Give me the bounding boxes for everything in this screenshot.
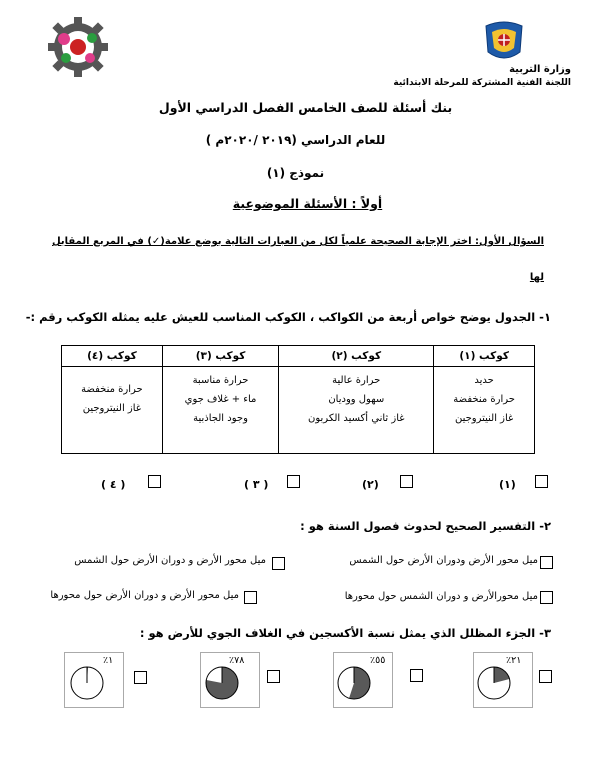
option-checkbox[interactable] xyxy=(148,475,161,488)
table-cell xyxy=(162,367,278,454)
model-number: نموذج (١) xyxy=(266,166,325,180)
pie-chart xyxy=(70,666,104,700)
option-checkbox[interactable] xyxy=(244,591,257,604)
option-checkbox[interactable] xyxy=(410,669,423,682)
cell-line: غاز النيتروجين xyxy=(82,403,142,414)
option-label: (٢) xyxy=(362,478,379,491)
item2-text: ٢- التفسير الصحيح لحدوث فصول السنة هو : xyxy=(300,519,551,533)
option-label: ميل محور الأرض و دوران الأرض حول الشمس xyxy=(74,555,266,566)
cell-line: حرارة منخفضة xyxy=(81,384,143,395)
option-label: ميل محور الأرض و دوران الأرض حول محورها xyxy=(50,590,239,601)
table-header: كوكب (٢) xyxy=(279,346,434,367)
ministry-emblem xyxy=(478,20,530,64)
question-label: السؤال الأول xyxy=(479,236,544,247)
planets-table xyxy=(61,345,535,454)
cell-line: حرارة منخفضة xyxy=(453,394,515,405)
pie-chart xyxy=(337,666,371,700)
table-header: كوكب (٤) xyxy=(62,346,163,367)
option-checkbox[interactable] xyxy=(535,475,548,488)
percent-label: ٪١ xyxy=(103,655,114,666)
question-instruction-text: : اختر الإجابة الصحيحة علمياً لكل من العبارات التالية بوضع علامة(✓) في المربع المقابل xyxy=(52,236,480,247)
academic-year: للعام الدراسي (٢٠١٩ /٢٠٢٠م ) xyxy=(205,133,386,147)
option-checkbox[interactable] xyxy=(287,475,300,488)
option-checkbox[interactable] xyxy=(272,557,285,570)
cell-line: حرارة مناسبة xyxy=(192,375,249,386)
cell-line: غاز ثاني أكسيد الكربون xyxy=(308,413,405,424)
option-label: ميل محور الأرض ودوران الأرض حول الشمس xyxy=(349,555,538,566)
question-instruction xyxy=(24,236,544,247)
cell-line: سهول ووديان xyxy=(328,394,385,405)
pie-slice xyxy=(349,667,370,699)
table-row xyxy=(62,367,535,454)
table-header: كوكب (١) xyxy=(434,346,535,367)
ministry-name: وزارة التربية xyxy=(509,64,571,75)
committee-name: اللجنة الفنية المشتركة للمرحلة الابتدائية xyxy=(393,78,571,88)
option-label: ( ٣ ) xyxy=(244,478,269,491)
cell-line: غاز النيتروجين xyxy=(454,413,514,424)
page-title: بنك أسئلة للصف الخامس الفصل الدراسي الأول xyxy=(158,100,453,115)
option-label: ( ٤ ) xyxy=(101,478,126,491)
option-checkbox[interactable] xyxy=(540,556,553,569)
table-cell xyxy=(62,367,163,454)
option-checkbox[interactable] xyxy=(134,671,147,684)
item3-text: ٣- الجزء المظلل الذي يمثل نسبة الأكسجين في الغلاف الجوي للأرض هو : xyxy=(139,626,551,640)
option-checkbox[interactable] xyxy=(539,670,552,683)
section-title: أولاً : الأسئلة الموضوعية xyxy=(232,196,383,211)
percent-label: ٪٢١ xyxy=(506,655,522,666)
question-instruction-continued: لها xyxy=(529,272,544,283)
option-checkbox[interactable] xyxy=(540,591,553,604)
table-header-row xyxy=(62,346,535,367)
option-checkbox[interactable] xyxy=(400,475,413,488)
cell-line: وجود الجاذبية xyxy=(193,413,248,424)
item1-text: ١- الجدول يوضح خواص أربعة من الكواكب ، الكوكب المناسب للعيش عليه يمثله الكوكب رقم :- xyxy=(25,310,551,324)
table-cell xyxy=(434,367,535,454)
percent-label: ٪٥٥ xyxy=(370,655,386,666)
table-header: كوكب (٣) xyxy=(162,346,278,367)
option-checkbox[interactable] xyxy=(267,670,280,683)
table-cell xyxy=(279,367,434,454)
cell-line: حديد xyxy=(474,375,494,386)
cell-line: حرارة عالية xyxy=(332,375,381,386)
gear-logo xyxy=(42,14,114,80)
percent-label: ٪٧٨ xyxy=(229,655,245,666)
option-label: (١) xyxy=(499,478,516,491)
cell-line: ماء + غلاف جوي xyxy=(184,394,257,405)
option-label: ميل محورالأرض و دوران الشمس حول محورها xyxy=(344,591,538,602)
pie-chart xyxy=(477,666,511,700)
pie-chart xyxy=(205,666,239,700)
